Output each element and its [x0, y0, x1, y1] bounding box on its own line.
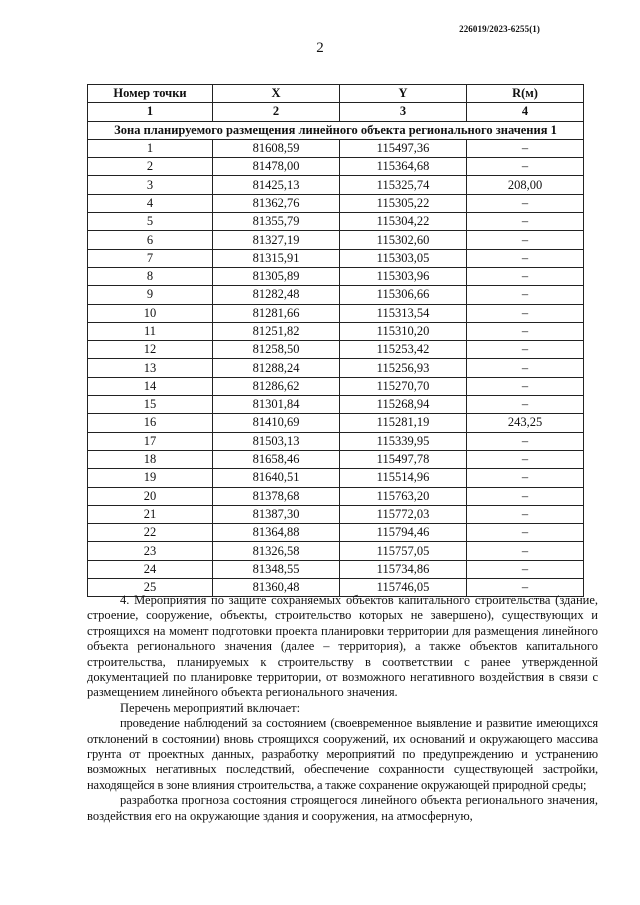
point-number-cell: 24 [88, 560, 213, 578]
y-cell: 115253,42 [340, 341, 467, 359]
radius-cell: – [467, 139, 584, 157]
y-cell: 115772,03 [340, 505, 467, 523]
x-cell: 81281,66 [213, 304, 340, 322]
x-cell: 81301,84 [213, 396, 340, 414]
x-cell: 81362,76 [213, 194, 340, 212]
table-row [88, 213, 584, 231]
y-cell: 115746,05 [340, 579, 467, 597]
y-cell: 115306,66 [340, 286, 467, 304]
x-cell: 81355,79 [213, 213, 340, 231]
x-cell: 81315,91 [213, 249, 340, 267]
radius-cell: – [467, 396, 584, 414]
y-cell: 115303,05 [340, 249, 467, 267]
paragraph-observations: проведение наблюдений за состоянием (своевременное выявление и развитие имеющихся отклонений в состоянии) вновь строящихся сооружений, их оснований и окружающего массива грунта от проектных данных, разработку мероприятий по предупреждению и устранению возможных негативных последствий, обеспечение сохранности существующей застройки, находящейся в зоне влияния строительства, а также сохранение окружающей природной среды; [87, 716, 598, 792]
point-number-cell: 7 [88, 249, 213, 267]
radius-cell: – [467, 560, 584, 578]
column-index: 2 [213, 103, 340, 121]
radius-cell: – [467, 231, 584, 249]
y-cell: 115497,78 [340, 450, 467, 468]
point-number-cell: 15 [88, 396, 213, 414]
x-cell: 81251,82 [213, 322, 340, 340]
point-number-cell: 22 [88, 524, 213, 542]
radius-cell: – [467, 341, 584, 359]
x-cell: 81305,89 [213, 267, 340, 285]
radius-cell: – [467, 542, 584, 560]
header-point-number: Номер точки [88, 85, 213, 103]
x-cell: 81326,58 [213, 542, 340, 560]
x-cell: 81286,62 [213, 377, 340, 395]
point-number-cell: 20 [88, 487, 213, 505]
table-row [88, 469, 584, 487]
table-row [88, 396, 584, 414]
column-index: 3 [340, 103, 467, 121]
y-cell: 115734,86 [340, 560, 467, 578]
table-row [88, 322, 584, 340]
x-cell: 81364,88 [213, 524, 340, 542]
document-id: 226019/2023-6255(1) [459, 24, 540, 34]
table-row [88, 450, 584, 468]
coordinates-table [87, 84, 584, 597]
paragraph-forecast: разработка прогноза состояния строящегося линейного объекта регионального значения, воздействия его на окружающие здания и сооружения, на атмосферную, [87, 793, 598, 823]
radius-cell: – [467, 286, 584, 304]
y-cell: 115304,22 [340, 213, 467, 231]
table-row [88, 139, 584, 157]
header-x: X [213, 85, 340, 103]
table-row [88, 304, 584, 322]
table-row [88, 176, 584, 194]
radius-cell: – [467, 194, 584, 212]
point-number-cell: 17 [88, 432, 213, 450]
radius-cell: – [467, 450, 584, 468]
x-cell: 81282,48 [213, 286, 340, 304]
y-cell: 115302,60 [340, 231, 467, 249]
radius-cell: – [467, 213, 584, 231]
y-cell: 115310,20 [340, 322, 467, 340]
y-cell: 115339,95 [340, 432, 467, 450]
radius-cell: 208,00 [467, 176, 584, 194]
point-number-cell: 16 [88, 414, 213, 432]
paragraph-measures: 4. Мероприятия по защите сохраняемых объектов капитального строительства (здание, строение, сооружение, объекты, строительство которых не завершено), существующих и строящихся на момент подготовки проекта планировки территории для размещения линейного объекта регионального значения (далее – территория), а также объектов капитального строительства, планируемых к строительству в соответствии с ранее утвержденной документацией по планировке территории, от возможного негативного воздействия в связи с размещением линейного объекта регионального значения. [87, 593, 598, 700]
point-number-cell: 19 [88, 469, 213, 487]
point-number-cell: 13 [88, 359, 213, 377]
radius-cell: – [467, 359, 584, 377]
x-cell: 81258,50 [213, 341, 340, 359]
point-number-cell: 10 [88, 304, 213, 322]
x-cell: 81288,24 [213, 359, 340, 377]
table-row [88, 249, 584, 267]
y-cell: 115325,74 [340, 176, 467, 194]
header-radius: R(м) [467, 85, 584, 103]
zone-title: Зона планируемого размещения линейного объекта регионального значения 1 [88, 121, 584, 139]
y-cell: 115514,96 [340, 469, 467, 487]
table-row [88, 542, 584, 560]
point-number-cell: 23 [88, 542, 213, 560]
page-number: 2 [316, 40, 324, 56]
table-row [88, 286, 584, 304]
x-cell: 81478,00 [213, 158, 340, 176]
y-cell: 115305,22 [340, 194, 467, 212]
point-number-cell: 1 [88, 139, 213, 157]
point-number-cell: 21 [88, 505, 213, 523]
radius-cell: – [467, 487, 584, 505]
radius-cell: – [467, 579, 584, 597]
table-row [88, 267, 584, 285]
radius-cell: – [467, 505, 584, 523]
point-number-cell: 18 [88, 450, 213, 468]
y-cell: 115497,36 [340, 139, 467, 157]
y-cell: 115757,05 [340, 542, 467, 560]
radius-cell: – [467, 304, 584, 322]
table-row [88, 377, 584, 395]
radius-cell: – [467, 432, 584, 450]
y-cell: 115268,94 [340, 396, 467, 414]
radius-cell: – [467, 524, 584, 542]
table-row [88, 524, 584, 542]
point-number-cell: 8 [88, 267, 213, 285]
x-cell: 81425,13 [213, 176, 340, 194]
x-cell: 81348,55 [213, 560, 340, 578]
x-cell: 81327,19 [213, 231, 340, 249]
y-cell: 115303,96 [340, 267, 467, 285]
radius-cell: – [467, 469, 584, 487]
column-index: 4 [467, 103, 584, 121]
table-row [88, 194, 584, 212]
point-number-cell: 9 [88, 286, 213, 304]
radius-cell: – [467, 377, 584, 395]
radius-cell: – [467, 322, 584, 340]
radius-cell: – [467, 158, 584, 176]
table-row [88, 231, 584, 249]
point-number-cell: 25 [88, 579, 213, 597]
y-cell: 115281,19 [340, 414, 467, 432]
x-cell: 81387,30 [213, 505, 340, 523]
table-row [88, 158, 584, 176]
y-cell: 115313,54 [340, 304, 467, 322]
table-row [88, 341, 584, 359]
zone-title-row [88, 121, 584, 139]
x-cell: 81360,48 [213, 579, 340, 597]
header-y: Y [340, 85, 467, 103]
table-row [88, 487, 584, 505]
point-number-cell: 2 [88, 158, 213, 176]
radius-cell: – [467, 267, 584, 285]
radius-cell: – [467, 249, 584, 267]
table-row [88, 432, 584, 450]
point-number-cell: 6 [88, 231, 213, 249]
table-row [88, 560, 584, 578]
x-cell: 81378,68 [213, 487, 340, 505]
x-cell: 81608,59 [213, 139, 340, 157]
y-cell: 115364,68 [340, 158, 467, 176]
x-cell: 81640,51 [213, 469, 340, 487]
y-cell: 115763,20 [340, 487, 467, 505]
y-cell: 115794,46 [340, 524, 467, 542]
point-number-cell: 3 [88, 176, 213, 194]
point-number-cell: 12 [88, 341, 213, 359]
x-cell: 81503,13 [213, 432, 340, 450]
column-index-row [88, 103, 584, 121]
column-index: 1 [88, 103, 213, 121]
x-cell: 81658,46 [213, 450, 340, 468]
paragraph-list-intro: Перечень мероприятий включает: [120, 700, 301, 715]
point-number-cell: 4 [88, 194, 213, 212]
x-cell: 81410,69 [213, 414, 340, 432]
table-header-row [88, 85, 584, 103]
table-row [88, 505, 584, 523]
y-cell: 115256,93 [340, 359, 467, 377]
table-row [88, 414, 584, 432]
point-number-cell: 5 [88, 213, 213, 231]
point-number-cell: 14 [88, 377, 213, 395]
point-number-cell: 11 [88, 322, 213, 340]
y-cell: 115270,70 [340, 377, 467, 395]
radius-cell: 243,25 [467, 414, 584, 432]
table-row [88, 359, 584, 377]
body-text [87, 593, 598, 824]
